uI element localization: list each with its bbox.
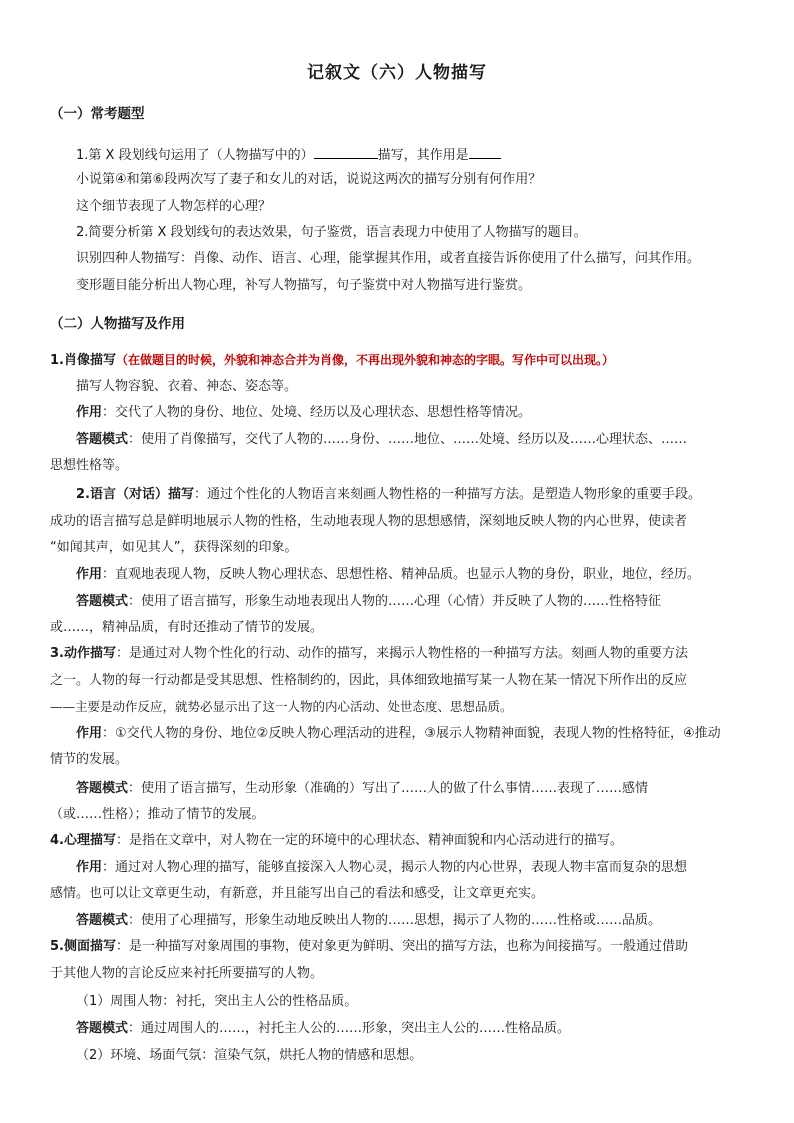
question-line-2: 小说第④和第⑥段两次写了妻子和女儿的对话，说说这两次的描写分别有何作用？ (76, 172, 542, 187)
section-heading-common-questions: （一）常考题型 (50, 106, 145, 122)
language-label: 2.语言（对话）描写 (76, 487, 194, 502)
section-heading-character-description: （二）人物描写及作用 (50, 316, 185, 332)
language-def-text: ：通过个性化的人物语言来刻画人物性格的一种描写方法。是塑造人物形象的重要手段。 (193, 487, 701, 502)
action-label: 3.动作描写 (50, 646, 116, 661)
portrait-answer-text: ：使用了肖像描写，交代了人物的……身份、……地位、……处境、经历以及……心理状态、…… (128, 432, 688, 447)
language-function-text: ：直观地表现人物，反映人物心理状态、思想性格、精神品质。也显示人物的身份，职业，地位，经历。 (102, 567, 701, 582)
action-heading-line (50, 646, 688, 662)
language-line-3: “如闻其声，如见其人”，获得深刻的印象。 (50, 540, 298, 555)
side-item-1: （1）周围人物：衬托，突出主人公的性格品质。 (76, 994, 358, 1009)
action-line-3: ——主要是动作反应，就势必显示出了这一人物的内心活动、处世态度、思想品质。 (50, 699, 513, 714)
psychology-function-line (76, 860, 687, 876)
side-line-2: 于其他人物的言论反应来衬托所要描写的人物。 (50, 966, 324, 981)
portrait-answer-label: 答题模式 (76, 432, 129, 447)
portrait-function-line (76, 405, 531, 421)
psychology-function-text: ：通过对人物心理的描写，能够直接深入人物心灵，揭示人物的内心世界，表现人物丰富而复杂的思想 (102, 860, 688, 875)
psychology-function-label: 作用 (76, 860, 103, 875)
language-line-2: 成功的语言描写总是鲜明地展示人物的性格，生动地表现人物的思想感情，深刻地反映人物的内心世界，使读者 (50, 514, 688, 529)
portrait-function-text: ：交代了人物的身份、地位、处境、经历以及心理状态、思想性格等情况。 (102, 405, 532, 420)
answer-blank-2 (469, 146, 501, 159)
psychology-answer-line (76, 913, 661, 929)
language-heading-line (76, 487, 701, 503)
action-answer-label: 答题模式 (76, 781, 129, 796)
portrait-heading-line (50, 352, 614, 369)
portrait-answer-line-cont: 思想性格等。 (50, 458, 129, 473)
side-item-2: （2）环境、场面气氛：渲染气氛，烘托人物的情感和思想。 (76, 1048, 423, 1063)
language-answer-label: 答题模式 (76, 594, 129, 609)
page-title: 记叙文（六）人物描写 (307, 63, 487, 83)
question-line-6: 变形题目能分析出人物心理，补写人物描写，句子鉴赏中对人物描写进行鉴赏。 (76, 278, 532, 293)
psychology-def-text: ：是指在文章中，对人物在一定的环境中的心理状态、精神面貌和内心活动进行的描写。 (115, 833, 623, 848)
language-answer-line (76, 594, 661, 610)
question-line-1 (76, 146, 501, 164)
side-answer-text: ：通过周围人的……，衬托主人公的……形象，突出主人公的……性格品质。 (128, 1021, 571, 1036)
side-answer-line (76, 1021, 570, 1037)
action-function-text: ：①交代人物的身份、地位②反映人物心理活动的进程，③展示人物精神面貌，表现人物的性格特征，④推动 (102, 726, 721, 741)
side-heading-line (50, 939, 688, 955)
language-function-line (76, 567, 700, 583)
portrait-label: 1.肖像描写 (50, 353, 116, 368)
psychology-answer-text: ：使用了心理描写，形象生动地反映出人物的……思想，揭示了人物的……性格或……品质。 (128, 913, 662, 928)
psychology-answer-label: 答题模式 (76, 913, 129, 928)
action-answer-line (76, 781, 648, 797)
action-answer-line-cont: （或……性格）；推动了情节的发展。 (50, 807, 265, 822)
side-def-text: ：是一种描写对象周围的事物，使对象更为鲜明、突出的描写方法，也称为间接描写。一般通过借助 (115, 939, 688, 954)
question-line-5: 识别四种人物描写：肖像、动作、语言、心理，能掌握其作用，或者直接告诉你使用了什么描写，问其作用。 (76, 251, 701, 266)
psychology-function-line-cont: 感情。也可以让文章更生动，有新意，并且能写出自己的看法和感受，让文章更充实。 (50, 886, 545, 901)
action-function-label: 作用 (76, 726, 103, 741)
language-answer-text: ：使用了语言描写，形象生动地表现出人物的……心理（心情）并反映了人物的……性格特征 (128, 594, 662, 609)
question-1-text-a: 1.第 X 段划线句运用了（人物描写中的） (76, 148, 314, 163)
action-answer-text: ：使用了语言描写，生动形象（准确的）写出了……人的做了什么事情……表现了……感情 (128, 781, 649, 796)
action-def-text: ：是通过对人物个性化的行动、动作的描写，来揭示人物性格的一种描写方法。刻画人物的重要方法 (115, 646, 688, 661)
action-function-line-cont: 情节的发展。 (50, 752, 129, 767)
answer-blank-1 (314, 146, 378, 159)
portrait-line-1: 描写人物容貌、衣着、神态、姿态等。 (76, 379, 298, 394)
portrait-answer-line (76, 432, 687, 448)
psychology-label: 4.心理描写 (50, 833, 116, 848)
portrait-function-label: 作用 (76, 405, 103, 420)
action-line-2: 之一。人物的每一行动都是受其思想、性格制约的，因此，具体细致地描写某一人物在某一情况下所作出的反应 (50, 673, 688, 688)
psychology-heading-line (50, 833, 623, 849)
question-line-4: 2.简要分析第 X 段划线句的表达效果，句子鉴赏，语言表现力中使用了人物描写的题目。 (76, 225, 587, 240)
question-line-3: 这个细节表现了人物怎样的心理？ (76, 199, 272, 214)
portrait-note: （在做题目的时候，外貌和神态合并为肖像，不再出现外貌和神态的字眼。写作中可以出现。） (115, 353, 614, 367)
question-1-text-b: 描写，其作用是 (377, 148, 469, 163)
language-function-label: 作用 (76, 567, 103, 582)
side-answer-label: 答题模式 (76, 1021, 129, 1036)
side-label: 5.侧面描写 (50, 939, 116, 954)
language-answer-line-cont: 或……，精神品质，有时还推动了情节的发展。 (50, 620, 324, 635)
action-function-line (76, 726, 721, 742)
